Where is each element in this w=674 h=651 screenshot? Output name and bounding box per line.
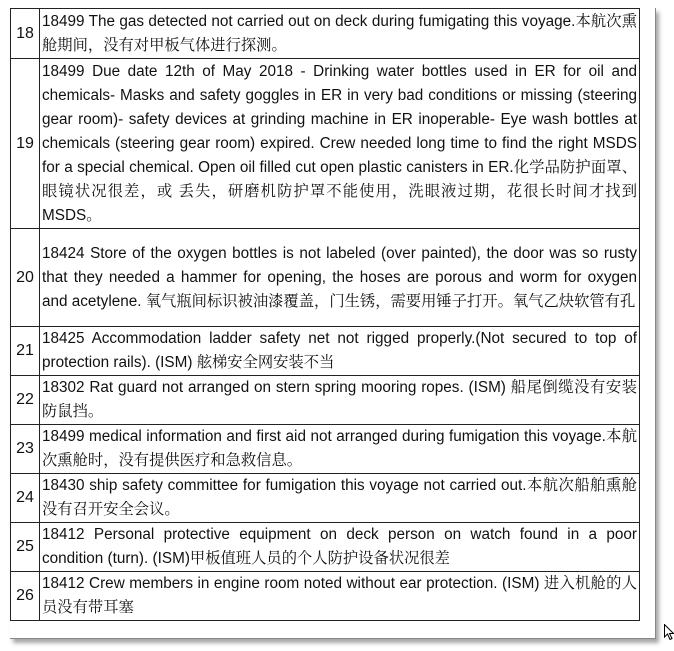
table-row	[11, 572, 640, 621]
row-text: 18430 ship safety committee for fumigation this voyage not carried out.本航次船舶熏舱没有召开安全会议。	[40, 474, 640, 523]
row-text: 18302 Rat guard not arranged on stern spring mooring ropes. (ISM) 船尾倒缆没有安装防鼠挡。	[40, 376, 640, 425]
row-text: 18499 The gas detected not carried out on deck during fumigating this voyage.本航次熏舱期间，没有对甲板气体进行探测。	[40, 9, 640, 59]
row-text: 18499 medical information and first aid not arranged during fumigation this voyage.本航次熏舱时，没有提供医疗和急救信息。	[40, 425, 640, 474]
table-row	[11, 59, 640, 229]
mouse-cursor-icon	[664, 624, 674, 640]
table-row	[11, 376, 640, 425]
row-number: 19	[11, 59, 40, 229]
row-number: 21	[11, 327, 40, 376]
row-text: 18425 Accommodation ladder safety net not rigged properly.(Not secured to top of protection rails). (ISM) 舷梯安全网安装不当	[40, 327, 640, 376]
deficiency-table	[10, 8, 640, 621]
row-number: 24	[11, 474, 40, 523]
table-row	[11, 523, 640, 572]
row-number: 22	[11, 376, 40, 425]
row-number: 18	[11, 9, 40, 59]
row-text: 18412 Personal protective equipment on deck person on watch found in a poor condition (turn). (ISM)甲板值班人员的个人防护设备状况很差	[40, 523, 640, 572]
table-row	[11, 327, 640, 376]
row-text: 18412 Crew members in engine room noted without ear protection. (ISM) 进入机舱的人员没有带耳塞	[40, 572, 640, 621]
table-row	[11, 425, 640, 474]
row-number: 20	[11, 229, 40, 327]
document-page	[10, 8, 656, 639]
table-row	[11, 474, 640, 523]
table-row	[11, 9, 640, 59]
row-text: 18499 Due date 12th of May 2018 - Drinking water bottles used in ER for oil and chemicals- Masks and safety goggles in ER in very bad conditions or missing (steering gear room)- safety devices at grinding machine in ER inoperable- Eye wash bottles at chemicals (steering gear room) expired. Crew needed long time to find the right MSDS for a special chemical. Open oil filled cut open plastic canisters in ER.化学品防护面罩、眼镜状况很差，或 丢失，研磨机防护罩不能使用，洗眼液过期，花很长时间才找到MSDS。	[40, 59, 640, 229]
row-number: 23	[11, 425, 40, 474]
row-number: 26	[11, 572, 40, 621]
table-row	[11, 229, 640, 327]
row-text: 18424 Store of the oxygen bottles is not labeled (over painted), the door was so rusty that they needed a hammer for opening, the hoses are porous and worm for oxygen and acetylene. 氧气瓶间标识被油漆覆盖，门生锈，需要用锤子打开。氧气乙炔软管有孔	[40, 229, 640, 327]
row-number: 25	[11, 523, 40, 572]
